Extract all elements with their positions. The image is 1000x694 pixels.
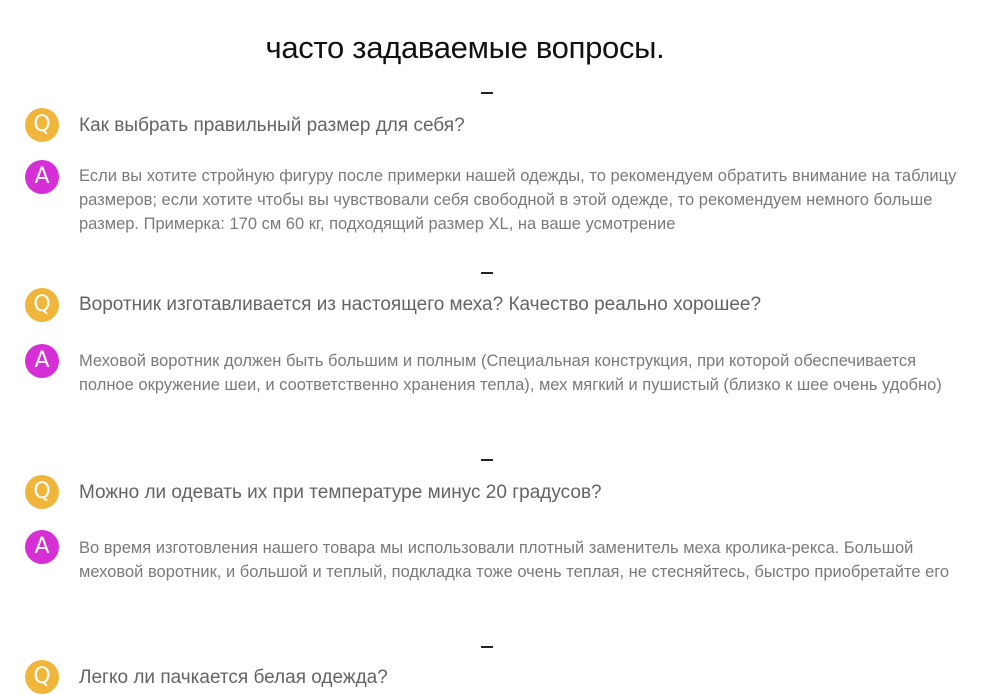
- faq-answer-1: Если вы хотите стройную фигуру после примерки нашей одежды, то рекомендуем обратить внимание на таблицу размеров; если хотите чтобы вы чувствовали себя свободной в этой одежде, то рекомендуем немного больше размер. Примерка: 170 см 60 кг, подходящий размер XL, на ваше усмотрение: [79, 167, 957, 233]
- answer-badge-icon: A: [25, 530, 59, 564]
- faq-question-3: Можно ли одевать их при температуре минус 20 градусов?: [79, 482, 602, 503]
- answer-badge-icon: A: [25, 160, 59, 194]
- faq-question-4: Легко ли пачкается белая одежда?: [79, 667, 388, 688]
- answer-badge-icon: A: [25, 344, 59, 378]
- question-badge-icon: Q: [25, 108, 59, 142]
- question-badge-icon: Q: [25, 288, 59, 322]
- faq-answer-2: Меховой воротник должен быть большим и полным (Специальная конструкция, при которой обеспечивается полное окружение шеи, и соответственно хранения тепла), мех мягкий и пушистый (близко к шее очень удобно): [79, 352, 942, 394]
- question-badge-icon: Q: [25, 475, 59, 509]
- page-title: часто задаваемые вопросы.: [265, 30, 665, 65]
- separator: [481, 92, 493, 94]
- separator: [481, 646, 493, 648]
- question-badge-icon: Q: [25, 660, 59, 694]
- separator: [481, 272, 493, 274]
- faq-question-2: Воротник изготавливается из настоящего меха? Качество реально хорошее?: [79, 294, 762, 315]
- faq-answer-3: Во время изготовления нашего товара мы использовали плотный заменитель меха кролика-рекса. Большой меховой воротник, и большой и теплый, подкладка тоже очень теплая, не стесняйтесь, быстро приобретайте его: [79, 539, 950, 581]
- separator: [481, 459, 493, 461]
- faq-question-1: Как выбрать правильный размер для себя?: [79, 115, 465, 136]
